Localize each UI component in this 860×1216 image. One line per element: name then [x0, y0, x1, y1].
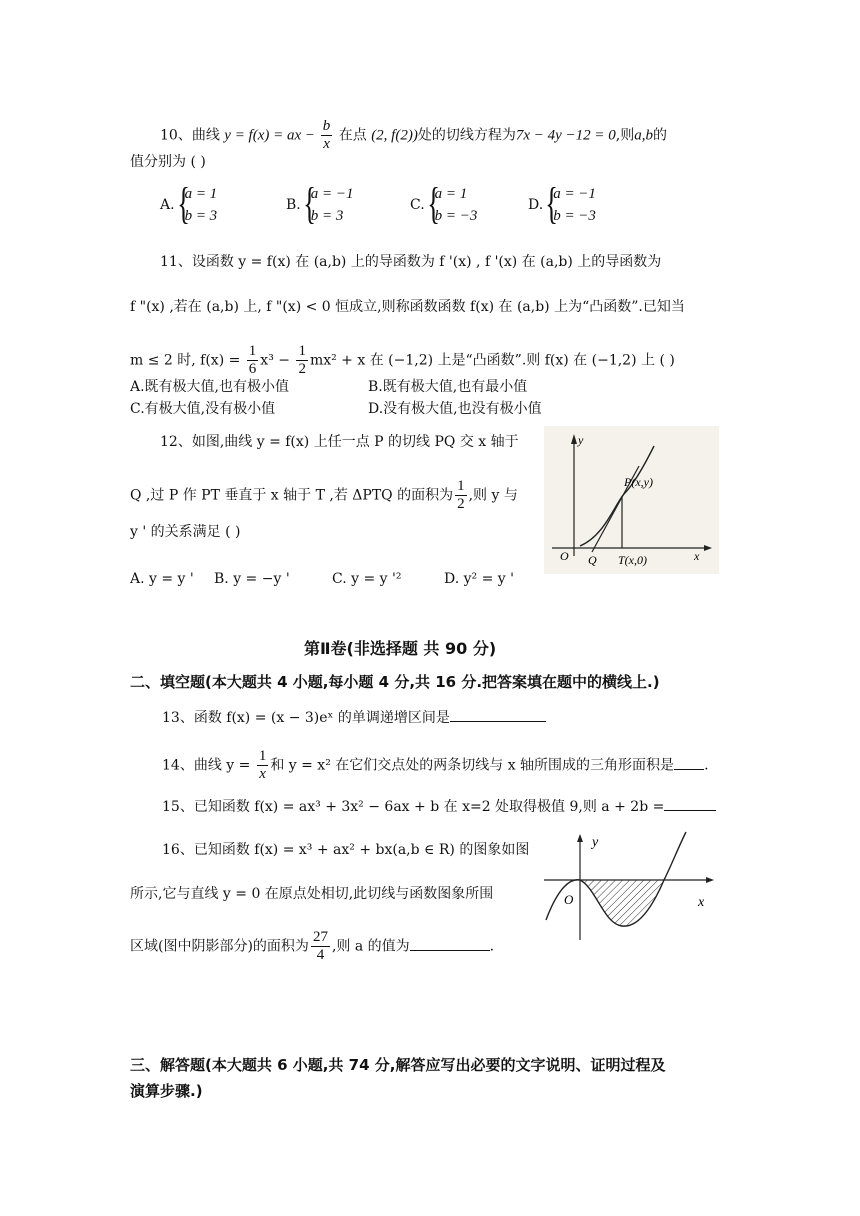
q11-frac2-num: 1 [298, 343, 306, 359]
q13-text: 13、函数 f(x) = (x − 3)eˣ 的单调递增区间是 [162, 710, 450, 726]
q14-text-b: 和 y = x² 在它们交点处的两条切线与 x 轴所围成的三角形面积是 [270, 757, 675, 774]
q11-option-b: B.既有极大值,也有最小值 [368, 379, 528, 395]
q12-figure-svg [544, 426, 719, 574]
q13-answer-blank [450, 707, 546, 722]
q10-text2: 在点 [338, 127, 367, 144]
section3-heading-line1: 三、解答题(本大题共 6 小题,共 74 分,解答应写出必要的文字说明、证明过程及 [130, 1056, 666, 1074]
q12-option-c: C. y = y '² [332, 571, 402, 587]
q12-label-p: P(x,y) [624, 475, 653, 489]
q12-figure [544, 426, 719, 574]
q16-frac-den: 4 [316, 947, 325, 963]
q14-frac-num: 1 [258, 748, 267, 764]
q14-answer-blank [674, 755, 704, 770]
q10-option-a-label: A. [160, 197, 175, 213]
q12-label-q: Q [588, 553, 597, 567]
q11-option-c: C.有极大值,没有极小值 [130, 401, 276, 417]
q10-frac-num: b [322, 118, 331, 134]
q12-label-x: x [694, 549, 700, 563]
q10-tangent: 7x − 4y −12 = 0 [515, 127, 616, 144]
q12-line2 [130, 478, 518, 513]
q16-answer-blank [410, 936, 490, 951]
q10-option-c [410, 183, 477, 227]
q10-option-d-label: D. [528, 197, 544, 213]
q10-option-a-row2: b = 3 [184, 208, 218, 224]
q10-option-a [160, 183, 217, 227]
q11-line1: 11、设函数 y = f(x) 在 (a,b) 上的导函数为 f '(x) , f '(x) 在 (a,b) 上的导函数为 [160, 254, 662, 270]
q10-point: (2, f(2)) [371, 127, 418, 144]
q12-option-b: B. y = −y ' [214, 571, 290, 587]
q16-line2: 所示,它与直线 y = 0 在原点处相切,此切线与函数图象所围 [130, 886, 494, 902]
q10-option-d [528, 183, 596, 227]
q16-line1: 16、已知函数 f(x) = x³ + ax² + bx(a,b ∈ R) 的图象如图 [162, 842, 530, 858]
q10-number: 10、 [160, 127, 192, 144]
q10-text4: ,则 [615, 127, 635, 144]
part2-title: 第Ⅱ卷(非选择题 共 90 分) [304, 639, 497, 658]
q12-frac-den: 2 [457, 496, 465, 512]
q14-frac-den: x [259, 766, 266, 782]
q12-label-y: y [578, 433, 584, 447]
q14-fraction [257, 748, 269, 783]
q16-frac-num: 27 [312, 929, 328, 945]
q12-curve [580, 446, 654, 546]
q12-line2-b: ,则 y 与 [468, 487, 518, 504]
q12-option-d: D. y² = y ' [444, 571, 514, 587]
q10-option-b-row1: a = −1 [310, 186, 354, 202]
q10-option-a-system [175, 183, 218, 227]
q12-x-arrow [704, 545, 712, 551]
q16-label-o: O [564, 892, 574, 907]
q10-option-c-label: C. [410, 197, 425, 213]
q12-line1: 12、如图,曲线 y = f(x) 上任一点 P 的切线 PQ 交 x 轴于 [160, 434, 519, 450]
q15-text: 15、已知函数 f(x) = ax³ + 3x² − 6ax + b 在 x=2 处取得极值 9,则 a + 2b = [162, 799, 665, 815]
q16-line3-b: ,则 a 的值为 [331, 938, 410, 955]
section3-heading-line2: 演算步骤.) [130, 1082, 203, 1100]
q15-line [162, 796, 716, 817]
q12-y-arrow [571, 434, 577, 444]
q12-fraction [455, 478, 467, 513]
q14-line [162, 748, 709, 783]
q16-x-arrow [706, 877, 714, 883]
q10-option-b-label: B. [286, 197, 301, 213]
q10-line2: 值分别为 ( ) [130, 154, 206, 170]
q11-line2: f "(x) ,若在 (a,b) 上, f "(x) < 0 恒成立,则称函数函数 f(x) 在 (a,b) 上为“凸函数”.已知当 [130, 299, 685, 315]
q16-fraction [311, 929, 330, 964]
q16-y-arrow [577, 834, 583, 842]
q10-option-c-row1: a = 1 [434, 186, 468, 202]
q16-label-x: x [698, 895, 705, 910]
q16-line3-a: 区域(图中阴影部分)的面积为 [130, 938, 309, 955]
q10-line1 [160, 118, 667, 153]
q11-line3-c: mx² + x 在 (−1,2) 上是“凸函数”.则 f(x) 在 (−1,2) 上 ( ) [309, 352, 675, 369]
q11-line3 [130, 343, 675, 378]
q12-option-a: A. y = y ' [130, 571, 194, 587]
q11-frac2 [296, 343, 308, 378]
q11-line3-a: m ≤ 2 时, f(x) = [130, 352, 245, 369]
q10-option-b-row2: b = 3 [310, 208, 344, 224]
q10-option-c-system [425, 183, 478, 227]
q10-vars: a,b [634, 127, 653, 144]
q15-answer-blank [664, 796, 716, 811]
q12-label-t: T(x,0) [618, 553, 647, 567]
q11-frac1-num: 1 [248, 343, 257, 359]
q10-frac-den: x [323, 136, 330, 152]
q10-text1: 曲线 [191, 127, 220, 144]
q11-option-a: A.既有极大值,也有极小值 [130, 379, 290, 395]
q16-figure [540, 828, 720, 948]
q10-option-d-row1: a = −1 [553, 186, 596, 202]
q10-option-b-system [301, 183, 354, 227]
q12-frac-num: 1 [457, 478, 465, 494]
q10-option-c-row2: b = −3 [434, 208, 478, 224]
q12-line2-a: Q ,过 P 作 PT 垂直于 x 轴于 T ,若 ΔPTQ 的面积为 [130, 487, 454, 504]
section2-heading: 二、填空题(本大题共 4 小题,每小题 4 分,共 16 分.把答案填在题中的横线上.) [130, 673, 660, 691]
q14-period: . [704, 757, 709, 774]
q10-option-d-row2: b = −3 [553, 208, 596, 224]
q10-option-b [286, 183, 354, 227]
q16-figure-svg [540, 828, 720, 948]
q14-text-a: 14、曲线 y = [162, 757, 255, 774]
q11-frac2-den: 2 [298, 361, 306, 377]
q11-frac1-den: 6 [248, 361, 257, 377]
q10-option-d-system [543, 183, 596, 227]
q16-label-y: y [592, 835, 599, 850]
q13-line [162, 707, 546, 728]
q12-label-o: O [560, 549, 569, 563]
q10-option-a-row1: a = 1 [184, 186, 218, 202]
q10-formula: y = f(x) = ax − [224, 127, 319, 144]
q10-fraction [321, 118, 333, 153]
q10-text5: 的 [652, 127, 667, 144]
q11-frac1 [247, 343, 259, 378]
q16-period: . [489, 938, 495, 955]
q16-line3 [130, 929, 494, 964]
q11-option-d: D.没有极大值,也没有极小值 [368, 401, 542, 417]
q10-text3: 处的切线方程为 [417, 127, 516, 144]
q11-line3-b: x³ − [260, 352, 295, 369]
q12-line3: y ' 的关系满足 ( ) [130, 524, 241, 540]
q16-shaded-region [580, 880, 664, 926]
